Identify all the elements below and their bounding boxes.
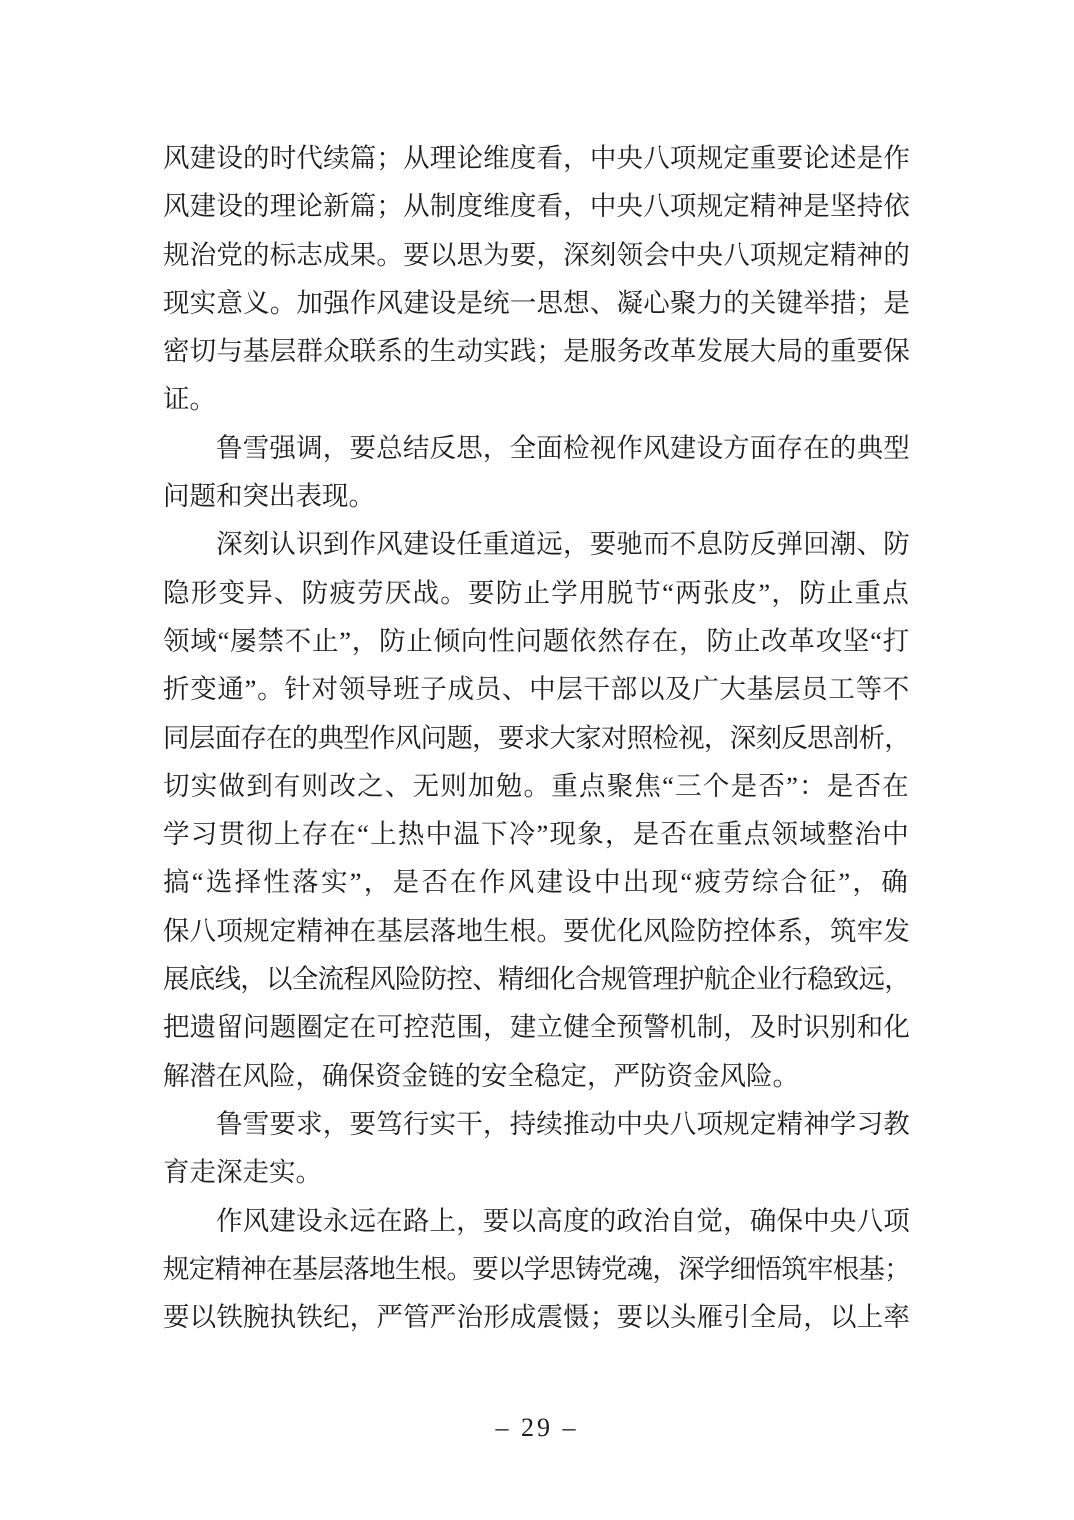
text-line: 折变通”。针对领导班子成员、中层干部以及广大基层员工等不 (163, 674, 910, 705)
text-line: 规治党的标志成果。要以思为要，深刻领会中央八项规定精神的 (163, 239, 910, 270)
text-line: 隐形变异、防疲劳厌战。要防止学用脱节“两张皮”，防止重点 (163, 577, 910, 608)
text-line: 搞“选择性落实”，是否在作风建设中出现“疲劳综合征”，确 (163, 867, 910, 898)
text-line: 保八项规定精神在基层落地生根。要优化风险防控体系，筑牢发 (163, 915, 910, 946)
text-line: 问题和突出表现。 (163, 481, 375, 512)
text-line: 规定精神在基层落地生根。要以学思铸党魂，深学细悟筑牢根基； (163, 1253, 910, 1284)
page-number: – 29 – (495, 1413, 579, 1442)
text-line: 育走深走实。 (163, 1157, 322, 1188)
text-line: 风建设的理论新篇；从制度维度看，中央八项规定精神是坚持依 (163, 191, 910, 222)
text-line: 要以铁腕执铁纪，严管严治形成震慑；要以头雁引全局，以上率 (163, 1302, 910, 1333)
text-line: 作风建设永远在路上，要以高度的政治自觉，确保中央八项 (216, 1205, 910, 1236)
text-line: 把遗留问题圈定在可控范围，建立健全预警机制，及时识别和化 (163, 1012, 910, 1043)
text-line: 深刻认识到作风建设任重道远，要驰而不息防反弹回潮、防 (216, 529, 910, 560)
text-line: 鲁雪强调，要总结反思，全面检视作风建设方面存在的典型 (216, 432, 910, 463)
text-line: 鲁雪要求，要笃行实干，持续推动中央八项规定精神学习教 (216, 1108, 910, 1139)
text-line: 同层面存在的典型作风问题，要求大家对照检视，深刻反思剖析， (163, 722, 910, 753)
text-line: 领域“屡禁不止”，防止倾向性问题依然存在，防止改革攻坚“打 (163, 625, 910, 656)
text-line: 证。 (163, 384, 216, 415)
text-line: 展底线，以全流程风险防控、精细化合规管理护航企业行稳致远， (163, 964, 910, 995)
text-line: 切实做到有则改之、无则加勉。重点聚焦“三个是否”：是否在 (163, 770, 910, 801)
text-line: 现实意义。加强作风建设是统一思想、凝心聚力的关键举措；是 (163, 287, 910, 318)
text-line: 风建设的时代续篇；从理论维度看，中央八项规定重要论述是作 (163, 143, 910, 173)
text-line: 密切与基层群众联系的生动实践；是服务改革发展大局的重要保 (163, 336, 910, 367)
text-line: 解潜在风险，确保资金链的安全稳定，严防资金风险。 (163, 1060, 799, 1091)
text-line: 学习贯彻上存在“上热中温下冷”现象，是否在重点领域整治中 (163, 819, 910, 850)
document-body (163, 134, 910, 1341)
